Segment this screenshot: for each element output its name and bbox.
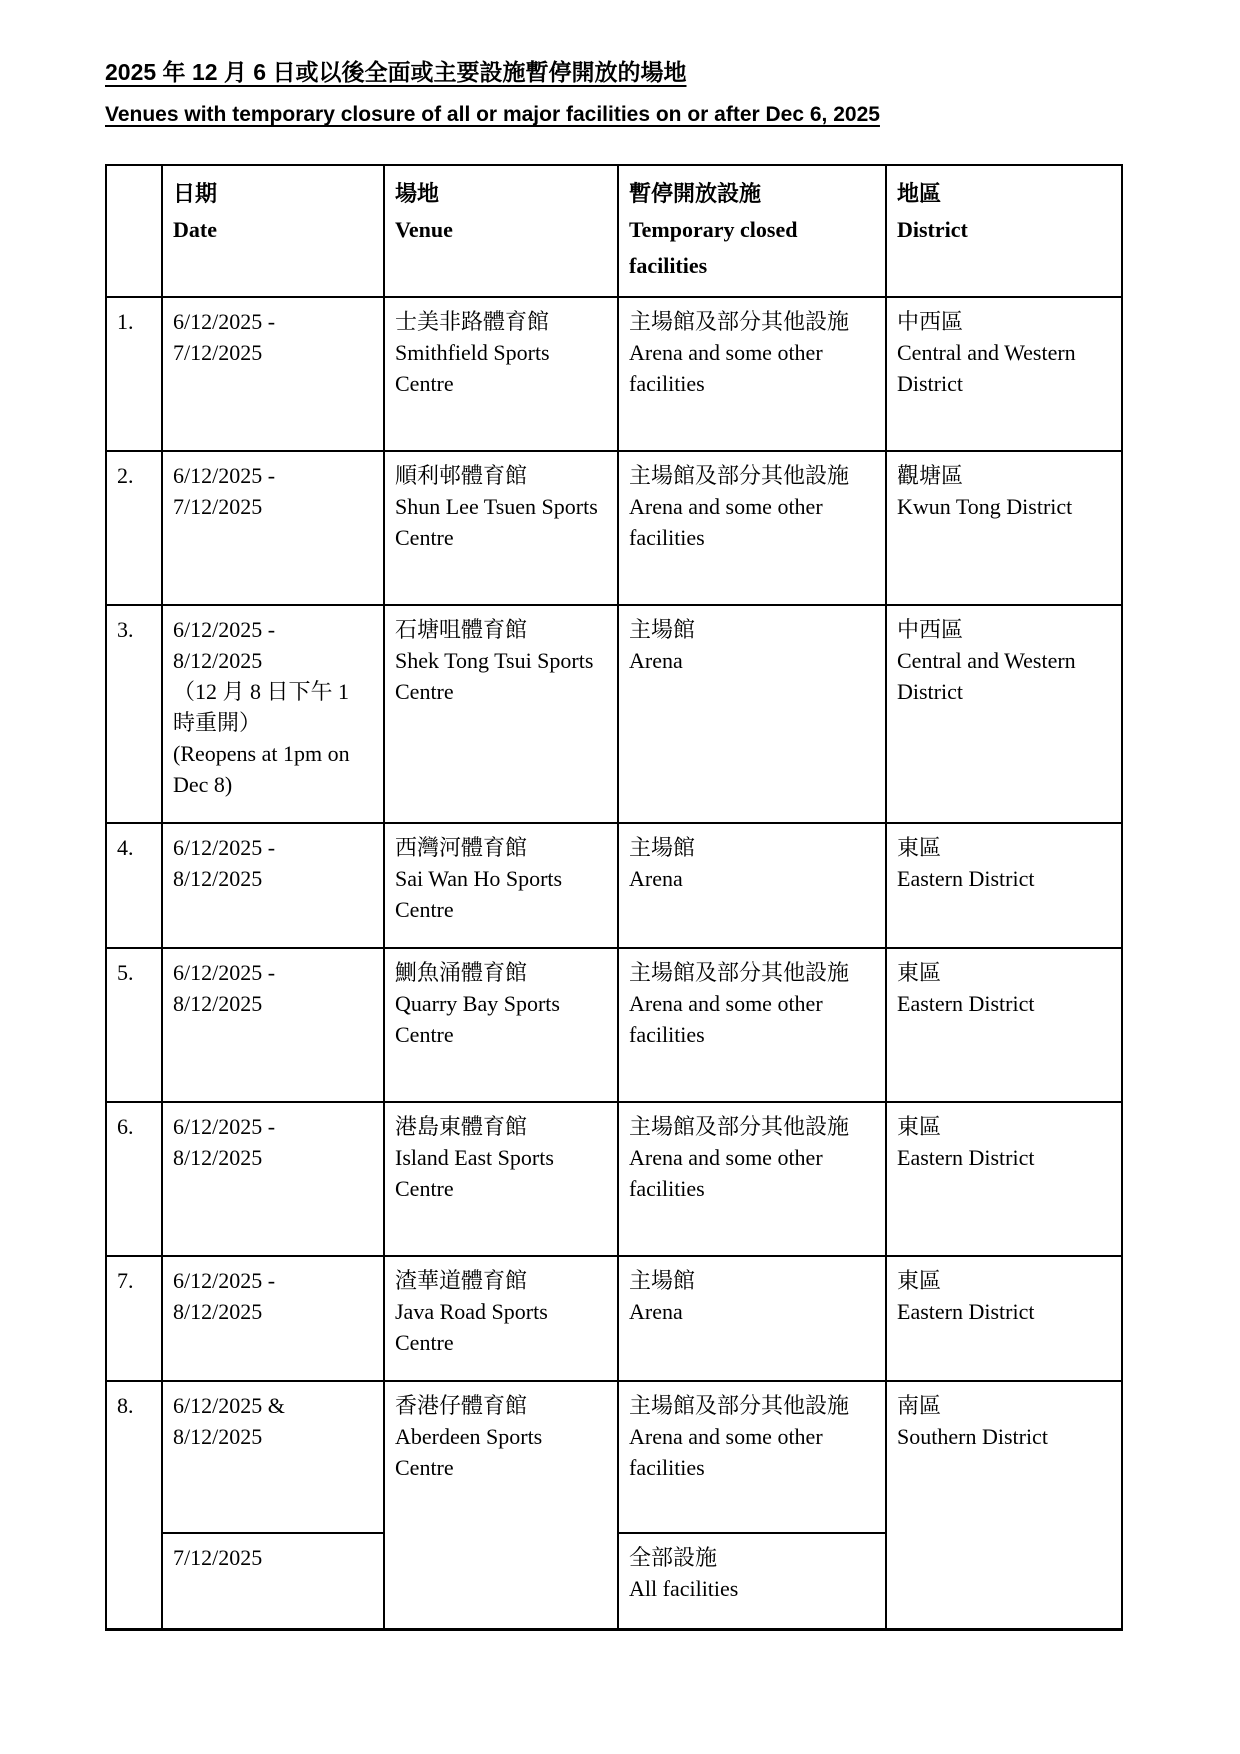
cell-line: Arena	[629, 866, 683, 892]
cell-line: Eastern District	[897, 1145, 1035, 1171]
row-number-cell	[106, 297, 162, 451]
venue-cell	[384, 823, 618, 948]
district-cell	[886, 451, 1122, 605]
date-cell	[162, 1381, 384, 1533]
cell-line: 渣華道體育館	[395, 1268, 528, 1294]
cell-line: 主場館及部分其他設施	[629, 1393, 850, 1419]
cell-line: 6/12/2025 &	[173, 1393, 285, 1419]
header-date-cell	[162, 165, 384, 297]
header-district-cell	[886, 165, 1122, 297]
facilities-cell	[618, 451, 886, 605]
header-venue-zh: 場地	[395, 181, 440, 207]
venue-cell	[384, 1256, 618, 1381]
district-cell	[886, 1102, 1122, 1256]
header-venue-cell	[384, 165, 618, 297]
header-date-zh: 日期	[173, 181, 218, 207]
venue-cell	[384, 1381, 618, 1629]
header-venue-en: Venue	[395, 217, 453, 243]
district-cell	[886, 605, 1122, 823]
cell-line: Sai Wan Ho Sports Centre	[395, 866, 563, 923]
district-cell	[886, 1256, 1122, 1381]
cell-line: 1.	[117, 309, 134, 335]
table-row	[106, 451, 1122, 605]
cell-line: Arena and some other facilities	[629, 494, 823, 551]
cell-line: (Reopens at 1pm on Dec 8)	[173, 741, 350, 798]
cell-line: 主場館及部分其他設施	[629, 309, 850, 335]
cell-line: Shun Lee Tsuen Sports Centre	[395, 494, 598, 551]
cell-line: 石塘咀體育館	[395, 617, 528, 643]
cell-line: 西灣河體育館	[395, 835, 528, 861]
cell-line: 主場館及部分其他設施	[629, 960, 850, 986]
venue-cell	[384, 1102, 618, 1256]
cell-line: 8/12/2025	[173, 1145, 263, 1171]
cell-line: 東區	[897, 835, 942, 861]
cell-line: 中西區	[897, 617, 964, 643]
header-district-en: District	[897, 217, 968, 243]
cell-line: 士美非路體育館	[395, 309, 550, 335]
date-cell	[162, 948, 384, 1102]
cell-line: All facilities	[629, 1576, 739, 1602]
row-number-cell	[106, 1102, 162, 1256]
page-title-en: Venues with temporary closure of all or major facilities on or after Dec 6, 2025	[105, 102, 880, 126]
closure-table	[105, 164, 1123, 1631]
cell-line: Eastern District	[897, 991, 1035, 1017]
facilities-cell	[618, 1533, 886, 1629]
header-district-zh: 地區	[897, 181, 942, 207]
district-cell	[886, 948, 1122, 1102]
header-date-en: Date	[173, 217, 217, 243]
venue-cell	[384, 605, 618, 823]
table-row	[106, 605, 1122, 823]
table-header	[106, 165, 1122, 297]
cell-line: Kwun Tong District	[897, 494, 1073, 520]
facilities-cell	[618, 1102, 886, 1256]
cell-line: 香港仔體育館	[395, 1393, 528, 1419]
row-number-cell	[106, 451, 162, 605]
table-row	[106, 948, 1122, 1102]
header-facilities-en: Temporary closed facilities	[629, 217, 798, 279]
facilities-cell	[618, 605, 886, 823]
table-row	[106, 1256, 1122, 1381]
cell-line: 東區	[897, 960, 942, 986]
facilities-cell	[618, 1381, 886, 1533]
cell-line: Arena and some other facilities	[629, 991, 823, 1048]
cell-line: 8.	[117, 1393, 134, 1419]
cell-line: Aberdeen Sports Centre	[395, 1424, 543, 1481]
cell-line: Smithfield Sports Centre	[395, 340, 550, 397]
venue-cell	[384, 297, 618, 451]
cell-line: Arena and some other facilities	[629, 1145, 823, 1202]
cell-line: 6/12/2025 -	[173, 309, 276, 335]
cell-line: 3.	[117, 617, 134, 643]
venue-cell	[384, 948, 618, 1102]
cell-line: 觀塘區	[897, 463, 964, 489]
cell-line: 2.	[117, 463, 134, 489]
table-row	[106, 297, 1122, 451]
facilities-cell	[618, 948, 886, 1102]
cell-line: 8/12/2025	[173, 991, 263, 1017]
cell-line: 4.	[117, 835, 134, 861]
cell-line: Central and Western District	[897, 340, 1076, 397]
date-cell	[162, 823, 384, 948]
cell-line: 7/12/2025	[173, 340, 263, 366]
cell-line: 6/12/2025 -	[173, 835, 276, 861]
cell-line: 鰂魚涌體育館	[395, 960, 528, 986]
row-number-cell	[106, 948, 162, 1102]
district-cell	[886, 1381, 1122, 1629]
header-corner-cell	[106, 165, 162, 297]
header-row	[106, 165, 1122, 297]
date-cell	[162, 297, 384, 451]
cell-line: 6.	[117, 1114, 134, 1140]
table-row	[106, 1381, 1122, 1533]
facilities-cell	[618, 297, 886, 451]
cell-line: Island East Sports Centre	[395, 1145, 554, 1202]
cell-line: Java Road Sports Centre	[395, 1299, 548, 1356]
header-facilities-zh: 暫停開放設施	[629, 181, 762, 207]
cell-line: 主場館	[629, 835, 696, 861]
cell-line: 5.	[117, 960, 134, 986]
cell-line: 中西區	[897, 309, 964, 335]
cell-line: Eastern District	[897, 866, 1035, 892]
cell-line: 8/12/2025	[173, 1424, 263, 1450]
date-cell	[162, 1256, 384, 1381]
date-cell	[162, 1533, 384, 1629]
cell-line: Arena	[629, 1299, 683, 1325]
facilities-cell	[618, 1256, 886, 1381]
cell-line: 6/12/2025 -	[173, 617, 276, 643]
table-row	[106, 1102, 1122, 1256]
cell-line: （12 月 8 日下午 1 時重開）	[173, 679, 350, 736]
cell-line: 港島東體育館	[395, 1114, 528, 1140]
cell-line: 7/12/2025	[173, 494, 263, 520]
date-cell	[162, 1102, 384, 1256]
cell-line: 南區	[897, 1393, 942, 1419]
date-cell	[162, 451, 384, 605]
cell-line: 8/12/2025	[173, 1299, 263, 1325]
row-number-cell	[106, 1256, 162, 1381]
cell-line: 6/12/2025 -	[173, 960, 276, 986]
cell-line: 順利邨體育館	[395, 463, 528, 489]
header-facilities-cell	[618, 165, 886, 297]
cell-line: Eastern District	[897, 1299, 1035, 1325]
cell-line: 主場館	[629, 1268, 696, 1294]
cell-line: Arena and some other facilities	[629, 1424, 823, 1481]
cell-line: Quarry Bay Sports Centre	[395, 991, 560, 1048]
cell-line: 7.	[117, 1268, 134, 1294]
cell-line: 東區	[897, 1114, 942, 1140]
page-title-zh: 2025 年 12 月 6 日或以後全面或主要設施暫停開放的場地	[105, 59, 687, 85]
cell-line: 8/12/2025	[173, 648, 263, 674]
facilities-cell	[618, 823, 886, 948]
cell-line: 6/12/2025 -	[173, 1114, 276, 1140]
row-number-cell	[106, 605, 162, 823]
row-number-cell	[106, 823, 162, 948]
district-cell	[886, 297, 1122, 451]
table-body	[106, 297, 1122, 1629]
district-cell	[886, 823, 1122, 948]
table-row	[106, 823, 1122, 948]
cell-line: 全部設施	[629, 1545, 718, 1571]
cell-line: Arena and some other facilities	[629, 340, 823, 397]
date-cell	[162, 605, 384, 823]
cell-line: Southern District	[897, 1424, 1048, 1450]
cell-line: Shek Tong Tsui Sports Centre	[395, 648, 594, 705]
cell-line: 7/12/2025	[173, 1545, 263, 1571]
venue-cell	[384, 451, 618, 605]
cell-line: 東區	[897, 1268, 942, 1294]
cell-line: 8/12/2025	[173, 866, 263, 892]
cell-line: 6/12/2025 -	[173, 463, 276, 489]
cell-line: Central and Western District	[897, 648, 1076, 705]
cell-line: 主場館及部分其他設施	[629, 1114, 850, 1140]
cell-line: 主場館	[629, 617, 696, 643]
cell-line: 6/12/2025 -	[173, 1268, 276, 1294]
cell-line: Arena	[629, 648, 683, 674]
cell-line: 主場館及部分其他設施	[629, 463, 850, 489]
row-number-cell	[106, 1381, 162, 1629]
